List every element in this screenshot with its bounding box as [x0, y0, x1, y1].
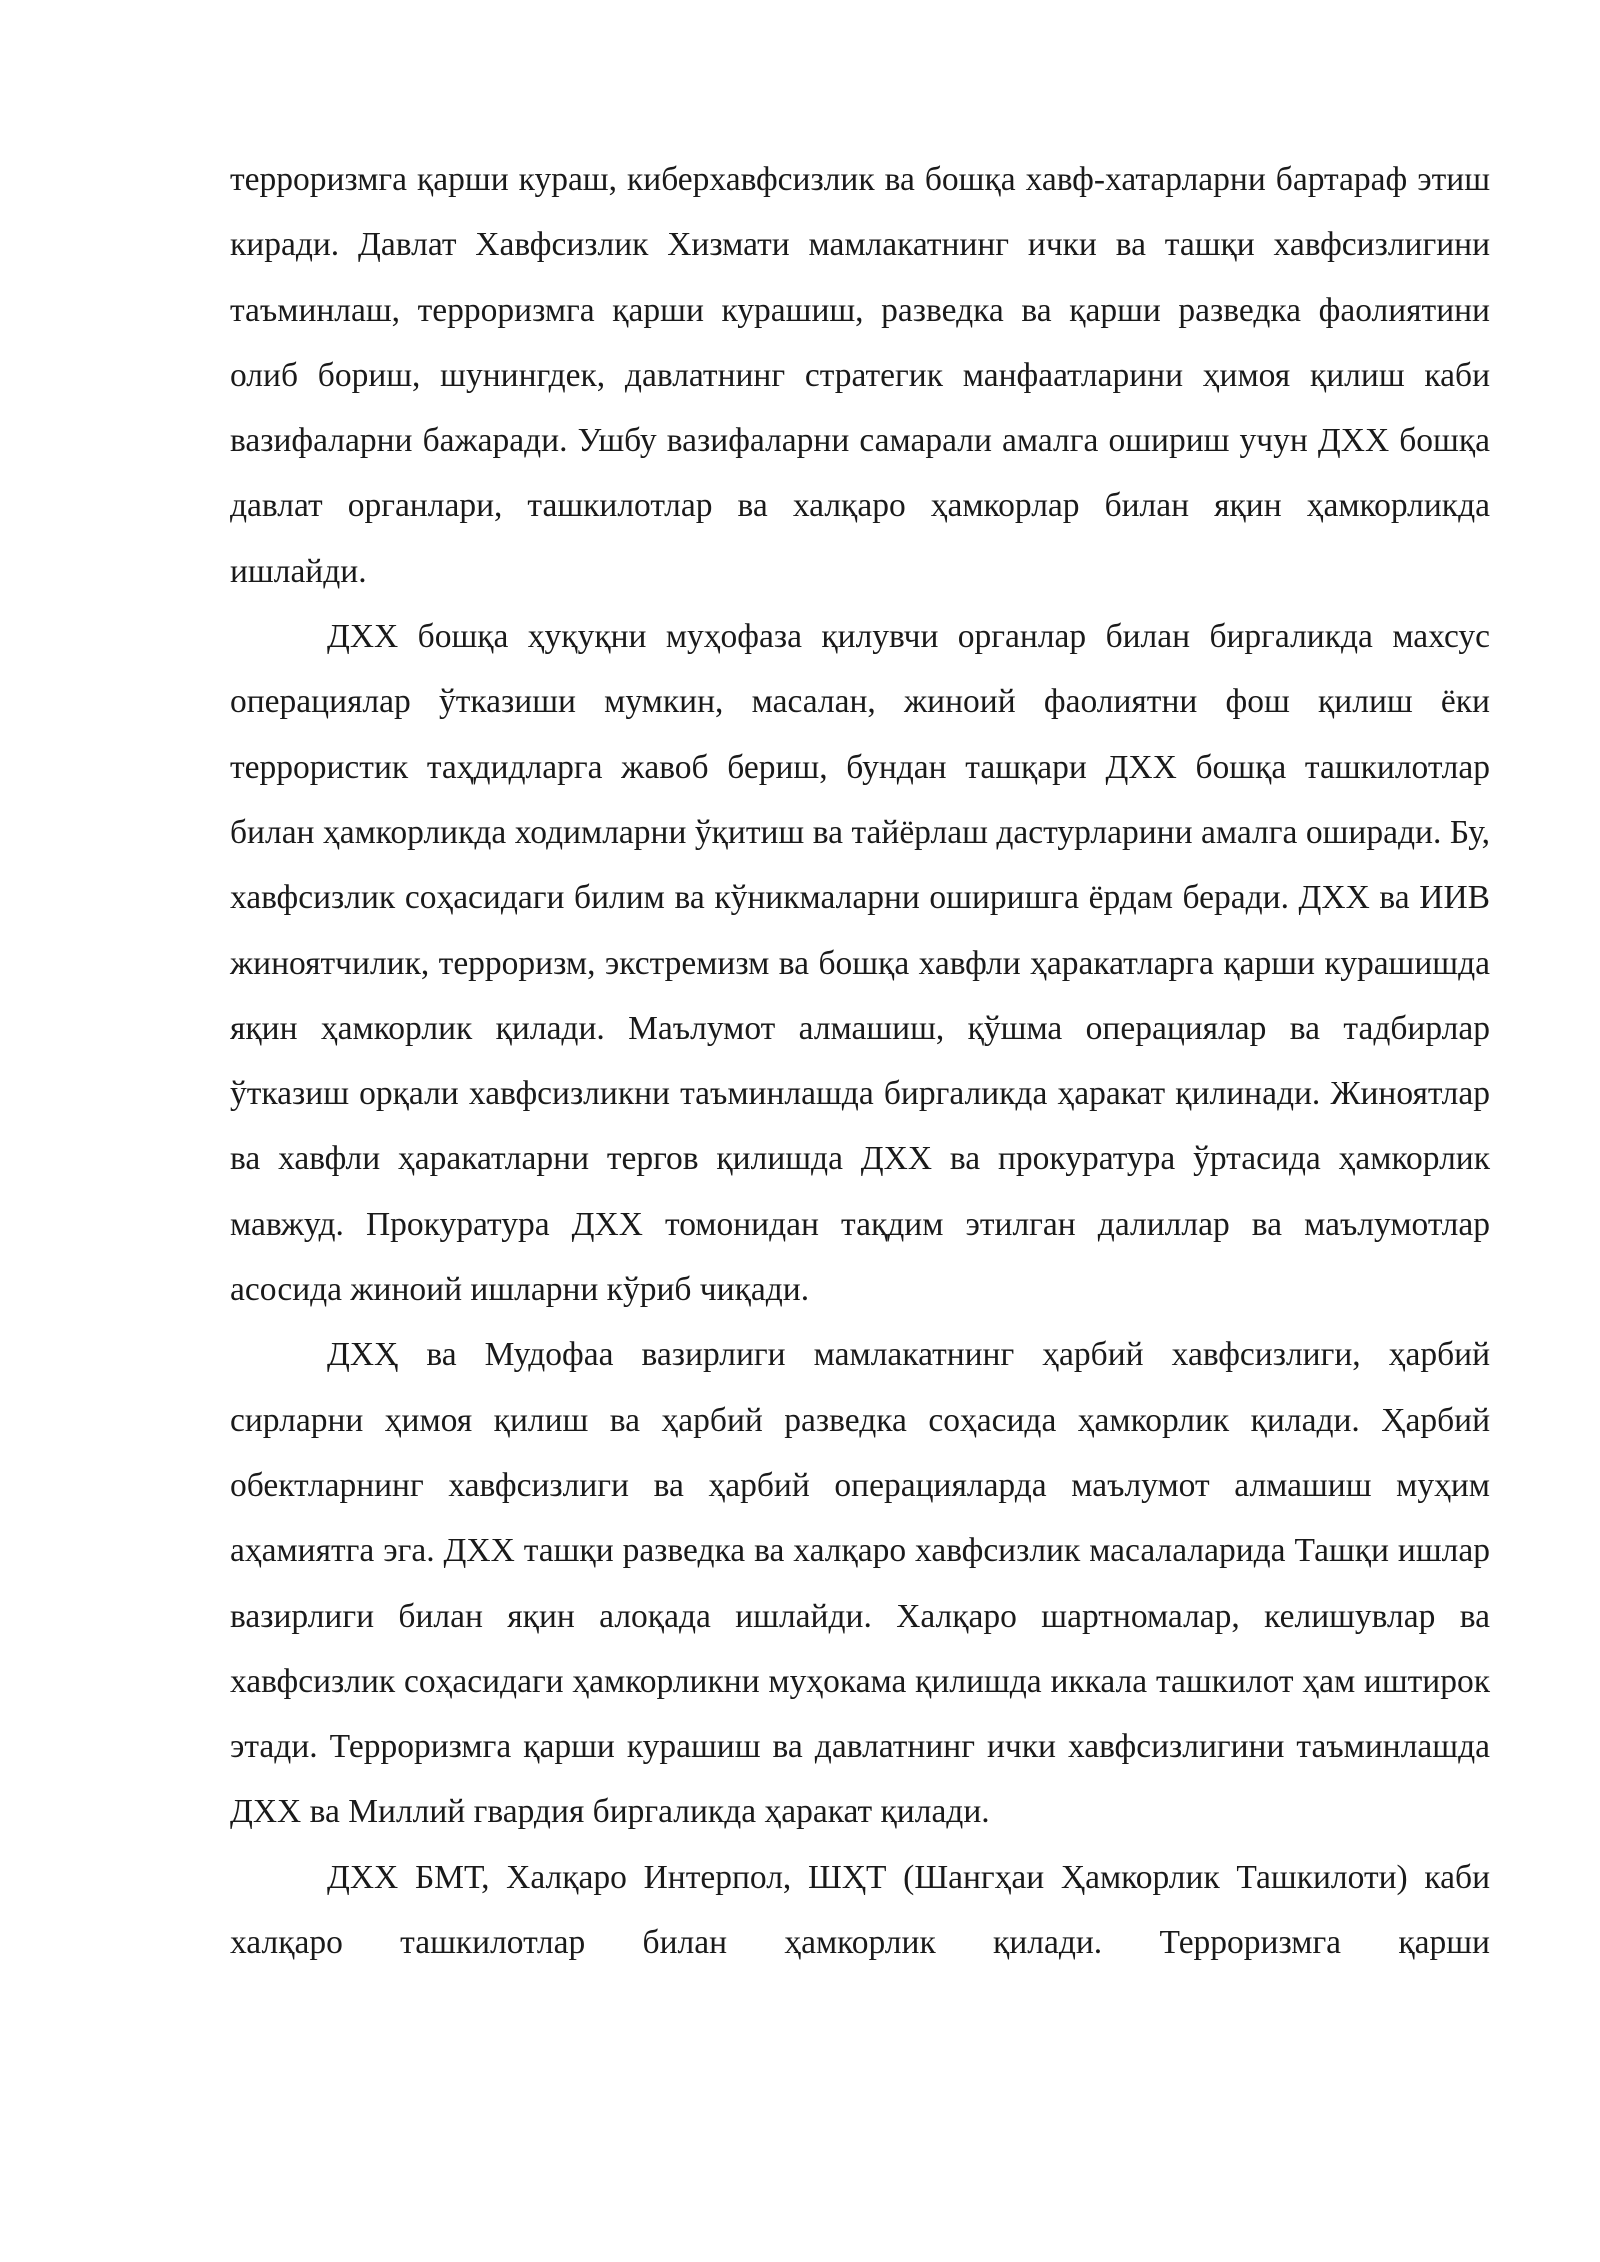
document-page — [230, 147, 1490, 1975]
paragraph-4: ДХХ БМТ, Халқаро Интерпол, ШҲТ (Шангҳаи Ҳамкорлик Ташкилоти) каби халқаро ташкилотлар билан ҳамкорлик қилади. Терроризмга қарши — [230, 1858, 1490, 1962]
paragraph-2: ДХХ бошқа ҳуқуқни муҳофаза қилувчи органлар билан биргаликда махсус операциялар ўтказиши мумкин, масалан, жиноий фаолиятни фош қилиш ёки террористик таҳдидларга жавоб бериш, бундан ташқари ДХХ бошқа ташкилотлар билан ҳамкорликда ходимларни ўқитиш ва тайёрлаш дастурларини амалга оширади. Бу, хавфсизлик соҳасидаги билим ва кўникмаларни оширишга ёрдам беради. ДХХ ва ИИВ жиноятчилик, терроризм, экстремизм ва бошқа хавфли ҳаракатларга қарши курашишда яқин ҳамкорлик қилади. Маълумот алмашиш, қўшма операциялар ва тадбирлар ўтказиш орқали хавфсизликни таъминлашда биргаликда ҳаракат қилинади. Жиноятлар ва хавфли ҳаракатларни тергов қилишда ДХХ ва прокуратура ўртасида ҳамкорлик мавжуд. Прокуратура ДХХ томонидан тақдим этилган далиллар ва маълумотлар асосида жиноий ишларни кўриб чиқади. — [230, 618, 1490, 1309]
paragraph-3: ДХҲ ва Мудофаа вазирлиги мамлакатнинг ҳарбий хавфсизлиги, ҳарбий сирларни ҳимоя қилиш ва ҳарбий разведка соҳасида ҳамкорлик қилади. Ҳарбий обектларнинг хавфсизлиги ва ҳарбий операцияларда маълумот алмашиш муҳим аҳамиятга эга. ДХХ ташқи разведка ва халқаро хавфсизлик масалаларида Ташқи ишлар вазирлиги билан яқин алоқада ишлайди. Халқаро шартномалар, келишувлар ва хавфсизлик соҳасидаги ҳамкорликни муҳокама қилишда иккала ташкилот ҳам иштирок этади. Терроризмга қарши курашиш ва давлатнинг ички хавфсизлигини таъминлашда ДХХ ва Миллий гвардия биргаликда ҳаракат қилади. — [230, 1336, 1490, 1831]
paragraph-1: терроризмга қарши кураш, киберхавфсизлик ва бошқа хавф-хатарларни бартараф этиш киради. Давлат Хавфсизлик Хизмати мамлакатнинг ички ва ташқи хавфсизлигини таъминлаш, терроризмга қарши курашиш, разведка ва қарши разведка фаолиятини олиб бориш, шунингдек, давлатнинг стратегик манфаатларини ҳимоя қилиш каби вазифаларни бажаради. Ушбу вазифаларни самарали амалга ошириш учун ДХХ бошқа давлат органлари, ташкилотлар ва халқаро ҳамкорлар билан яқин ҳамкорликда ишлайди. — [230, 161, 1490, 590]
